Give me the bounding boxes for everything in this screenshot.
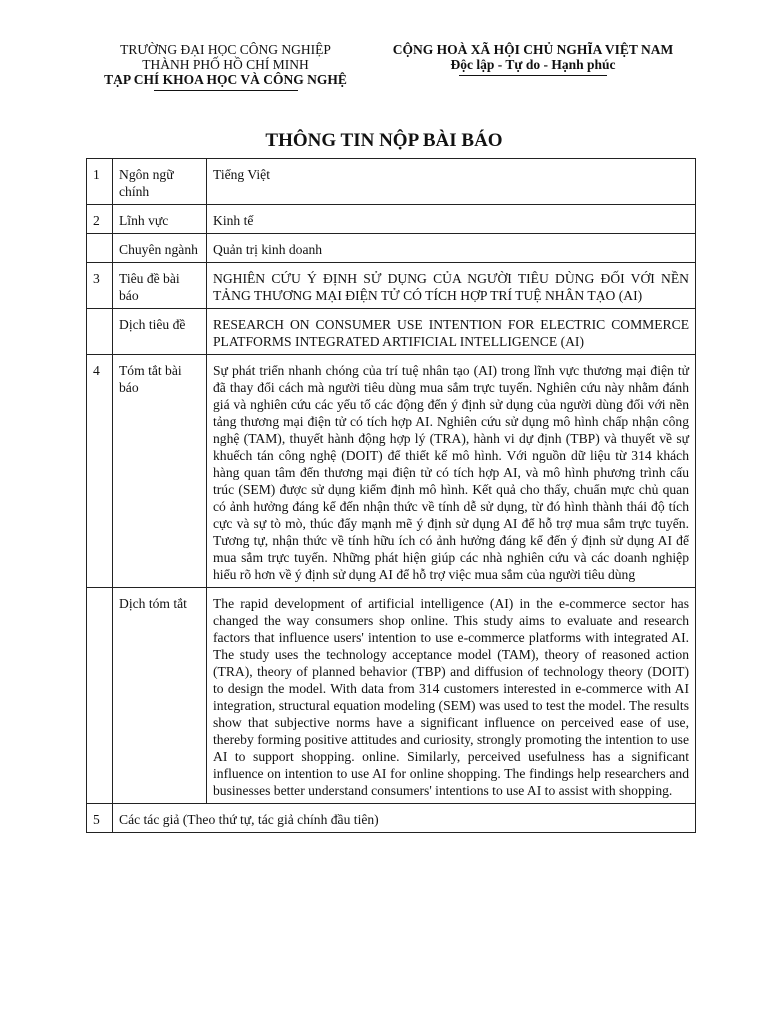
- university-name: TRƯỜNG ĐẠI HỌC CÔNG NGHIỆP: [120, 42, 331, 57]
- row-value: NGHIÊN CỨU Ý ĐỊNH SỬ DỤNG CỦA NGƯỜI TIÊU DÙNG ĐỐI VỚI NỀN TẢNG THƯƠNG MẠI ĐIỆN TỬ CÓ TÍCH HỢP TRÍ TUỆ NHÂN TẠO (AI): [207, 263, 696, 309]
- table-row-abstract-translation: [87, 588, 696, 804]
- table-row-title: [87, 263, 696, 309]
- row-value: Quản trị kinh doanh: [207, 234, 696, 263]
- country-name: CỘNG HOÀ XÃ HỘI CHỦ NGHĨA VIỆT NAM: [392, 42, 674, 57]
- row-label: Tóm tắt bài báo: [113, 355, 207, 588]
- row-value: The rapid development of artificial intelligence (AI) in the e-commerce sector has changed the way consumers shop online. This study aims to evaluate and research factors that influence users' intention to use e-commerce platforms with integrated AI. The study uses the technology acceptance model (TAM), theory of reasoned action (TRA), theory of planned behavior (TBP) and diffusion of technology theory (DOIT) to design the model. With data from 314 customers interested in e-commerce with AI integration, structural equation modeling (SEM) was used to test the model. The results show that subjective norms have a significant influence on perceived ease of use, thereby forming positive attitudes and curiosity, strongly promoting the intention to use AI to support shopping. online. Similarly, perceived usefulness has a significant influence on intention to use AI for online shopping. The findings help researchers and businesses better understand consumers' intentions to use AI to assist with shopping.: [207, 588, 696, 804]
- row-label: Dịch tiêu đề: [113, 309, 207, 355]
- table-row-title-translation: [87, 309, 696, 355]
- row-label: Tiêu đề bài báo: [113, 263, 207, 309]
- university-city: THÀNH PHỐ HỒ CHÍ MINH: [142, 57, 309, 72]
- row-value: RESEARCH ON CONSUMER USE INTENTION FOR ELECTRIC COMMERCE PLATFORMS INTEGRATED ARTIFICIAL INTELLIGENCE (AI): [207, 309, 696, 355]
- row-label: Lĩnh vực: [113, 205, 207, 234]
- row-label: Ngôn ngữ chính: [113, 159, 207, 205]
- row-number: 3: [87, 263, 113, 309]
- national-motto-block: [376, 42, 690, 76]
- row-number: [87, 234, 113, 263]
- row-value: Kinh tế: [207, 205, 696, 234]
- row-label: Các tác giả (Theo thứ tự, tác giả chính đầu tiên): [113, 804, 696, 833]
- table-row-field: [87, 205, 696, 234]
- institution-underline: [154, 90, 298, 91]
- page-title: THÔNG TIN NỘP BÀI BÁO: [265, 130, 503, 151]
- table-row-specialization: [87, 234, 696, 263]
- national-motto: Độc lập - Tự do - Hạnh phúc: [450, 57, 616, 72]
- row-value: Tiếng Việt: [207, 159, 696, 205]
- institution-block: [88, 42, 363, 91]
- table-row-language: [87, 159, 696, 205]
- motto-underline: [459, 75, 607, 76]
- row-number: 2: [87, 205, 113, 234]
- submission-info-table: [86, 158, 696, 833]
- document-header: [0, 42, 768, 102]
- row-label: Dịch tóm tắt: [113, 588, 207, 804]
- table-row-abstract: [87, 355, 696, 588]
- row-number: 4: [87, 355, 113, 588]
- row-number: [87, 309, 113, 355]
- row-number: [87, 588, 113, 804]
- table-row-authors: [87, 804, 696, 833]
- row-value: Sự phát triển nhanh chóng của trí tuệ nhân tạo (AI) trong lĩnh vực thương mại điện tử đã thay đổi cách mà người tiêu dùng mua sắm trực tuyến. Nghiên cứu này nhằm đánh giá và nghiên cứu các yếu tố các động đến ý định sử dụng của người dùng đối với nền tảng thương mại điện tử có tích hợp AI. Nghiên cứu sử dụng mô hình chấp nhận công nghệ (TAM), thuyết hành động hợp lý (TRA), hành vi dự định (TBP) và thuyết về sự khuếch tán công nghệ (DOIT) để thiết kế mô hình. Với nguồn dữ liệu từ 314 khách hàng quan tâm đến thương mại điện tử có tích hợp AI, và mô hình phương trình cấu trúc (SEM) được sử dụng kiểm định mô hình. Kết quả cho thấy, chuẩn mực chủ quan có ảnh hưởng đáng kể đến nhận thức về tính dễ sử dụng, từ đó hình thành thái độ tích cực và sự tò mò, thúc đẩy mạnh mẽ ý định sử dụng AI để hỗ trợ mua sắm trực tuyến. Tương tự, nhận thức về tính hữu ích có ảnh hưởng đáng kể đến ý định sử dụng AI để mua sắm trực tuyến. Những phát hiện giúp các nhà nghiên cứu và các doanh nghiệp hiểu rõ hơn về ý định sử dụng AI để hỗ trợ việc mua sắm của người tiêu dùng: [207, 355, 696, 588]
- row-number: 1: [87, 159, 113, 205]
- row-label: Chuyên ngành: [113, 234, 207, 263]
- journal-name: TẠP CHÍ KHOA HỌC VÀ CÔNG NGHỆ: [104, 72, 347, 87]
- row-number: 5: [87, 804, 113, 833]
